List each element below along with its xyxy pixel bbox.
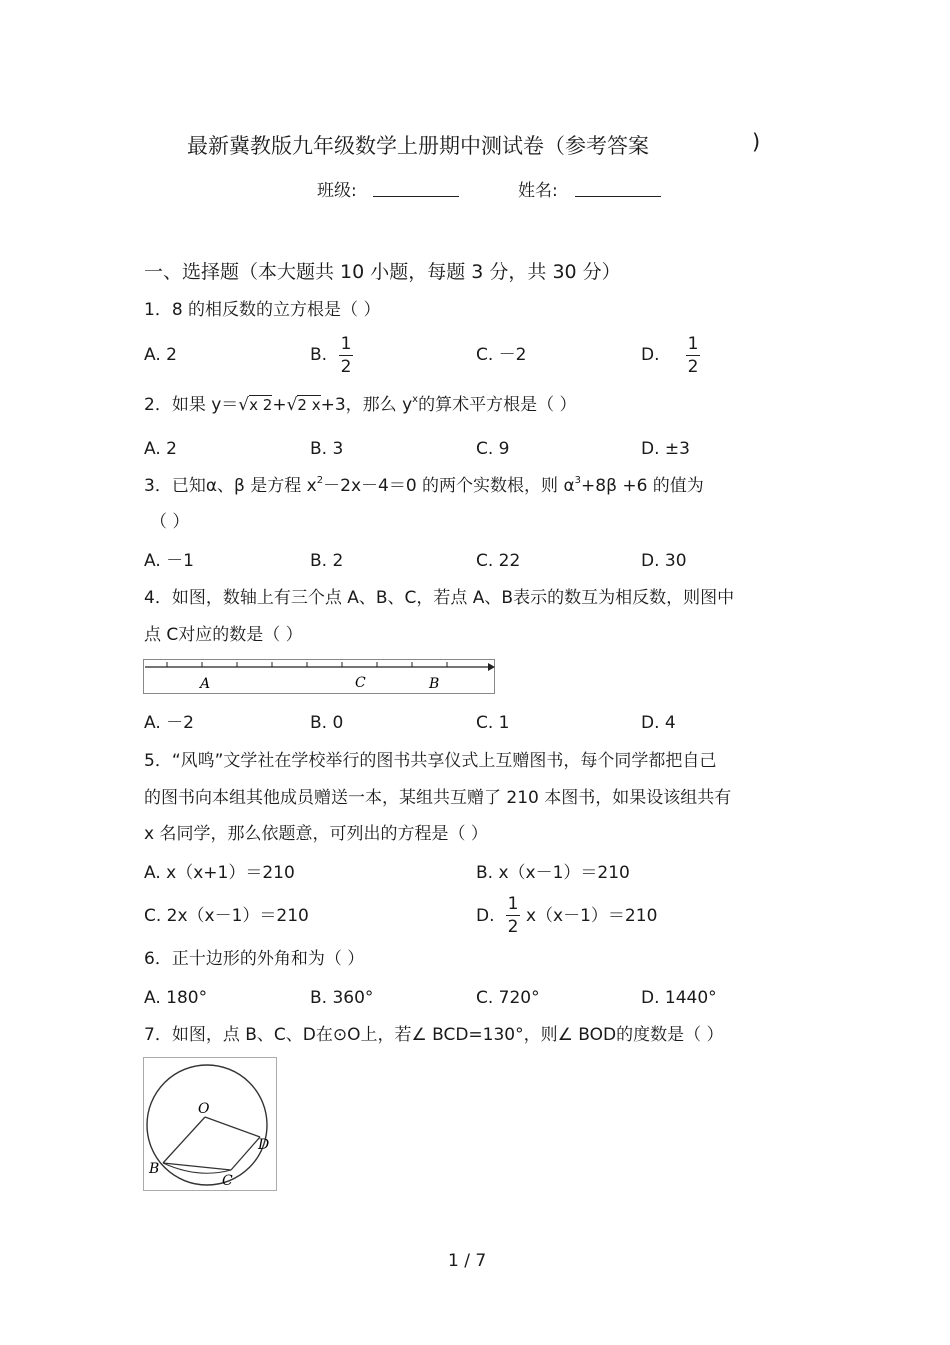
q3-option-b: B. 2 [310, 551, 344, 571]
q4-option-c: C. 1 [476, 713, 510, 733]
point-d-label: D [258, 1137, 270, 1153]
section-heading: 一、选择题（本大题共 10 小题，每题 3 分，共 30 分） [144, 261, 621, 283]
q5-option-a: A. x（x+1）＝210 [144, 863, 295, 883]
q2-superscript: x [412, 394, 419, 405]
q2-plus: + [272, 395, 287, 415]
class-blank-line [373, 196, 459, 197]
point-a-label: A [200, 676, 211, 692]
q6-option-c: C. 720° [476, 988, 540, 1008]
q3-stem-pre: 3．已知α、β 是方程 x [144, 476, 317, 496]
q4-option-d: D. 4 [641, 713, 676, 733]
q3-stem-mid: －2x－4＝0 的两个实数根，则 α [323, 476, 575, 496]
question-3-stem [144, 476, 704, 499]
q1-option-b-fraction [339, 336, 353, 376]
q2-stem-end: 的算术平方根是（ ） [418, 395, 577, 415]
question-6-stem: 6．正十边形的外角和为（ ） [144, 949, 365, 969]
q3-option-a: A. －1 [144, 551, 194, 571]
question-7-stem: 7．如图，点 B、C、D在⊙O上，若∠ BCD=130°，则∠ BOD的度数是（ ） [144, 1025, 724, 1045]
sqrt-icon: √ [286, 395, 298, 415]
fraction-denominator: 2 [687, 357, 699, 377]
q2-radicand-2: 2 x [297, 396, 321, 414]
q1-option-d: D. [641, 345, 660, 365]
fraction-bar [339, 355, 353, 356]
q5-option-d-text: x（x－1）＝210 [526, 906, 658, 926]
q2-radicand-1: x 2 [249, 396, 273, 414]
question-4-line-1: 4．如图，数轴上有三个点 A、B、C，若点 A、B表示的数互为相反数，则图中 [144, 588, 735, 608]
q2-option-a: A. 2 [144, 439, 177, 459]
q3-superscript-2: 3 [574, 475, 582, 486]
name-blank-line [575, 196, 661, 197]
q2-stem-post: +3，那么 y [320, 395, 413, 415]
fraction-numerator: 1 [687, 334, 699, 354]
point-b-label: B [149, 1161, 160, 1177]
figure-frame [144, 1058, 277, 1191]
figure-frame [144, 660, 495, 694]
q2-option-c: C. 9 [476, 439, 510, 459]
point-c-label: C [222, 1173, 233, 1189]
point-o-label: O [198, 1101, 210, 1117]
q1-option-b: B. [310, 345, 328, 365]
page-title: 最新冀教版九年级数学上册期中测试卷（参考答案 [187, 134, 649, 158]
q3-stem-end: +8β +6 的值为 [581, 476, 704, 496]
circle-figure [143, 1057, 277, 1191]
question-5-line-2: 的图书向本组其他成员赠送一本，某组共互赠了 210 本图书，如果设该组共有 [144, 788, 732, 808]
q5-option-b: B. x（x－1）＝210 [476, 863, 630, 883]
q2-option-d: D. ±3 [641, 439, 690, 459]
point-c-label: C [355, 675, 366, 691]
q1-option-d-fraction [686, 336, 700, 376]
title-close-paren: ) [752, 130, 761, 154]
sqrt-icon: √ [238, 395, 250, 415]
question-4-line-2: 点 C对应的数是（ ） [144, 625, 303, 645]
question-5-line-1: 5．“风鸣”文学社在学校举行的图书共享仪式上互赠图书，每个同学都把自己 [144, 751, 717, 771]
q5-option-d-prefix: D. [476, 906, 495, 926]
fraction-numerator: 1 [507, 894, 519, 914]
q4-option-a: A. －2 [144, 713, 194, 733]
q3-answer-paren: （ ） [150, 512, 190, 532]
q2-option-b: B. 3 [310, 439, 344, 459]
q5-option-d-fraction [506, 896, 520, 936]
fraction-numerator: 1 [340, 334, 352, 354]
q1-option-a: A. 2 [144, 345, 177, 365]
q6-option-a: A. 180° [144, 988, 208, 1008]
page-number: 1 / 7 [448, 1251, 487, 1271]
question-1-stem: 1．8 的相反数的立方根是（ ） [144, 300, 381, 320]
point-b-label: B [429, 676, 440, 692]
fraction-bar [686, 355, 700, 356]
q6-option-b: B. 360° [310, 988, 374, 1008]
q4-option-b: B. 0 [310, 713, 344, 733]
question-2-stem [144, 395, 576, 418]
fraction-denominator: 2 [507, 917, 519, 937]
fraction-bar [506, 915, 520, 916]
class-label: 班级: [317, 181, 357, 201]
fraction-denominator: 2 [340, 357, 352, 377]
q3-option-d: D. 30 [641, 551, 687, 571]
name-label: 姓名: [518, 181, 558, 201]
q1-option-c: C. －2 [476, 345, 527, 365]
q5-option-c: C. 2x（x－1）＝210 [144, 906, 309, 926]
number-line-figure [143, 659, 495, 695]
q3-option-c: C. 22 [476, 551, 521, 571]
question-5-line-3: x 名同学，那么依题意，可列出的方程是（ ） [144, 824, 488, 844]
q3-superscript-1: 2 [316, 475, 324, 486]
q2-stem-pre: 2．如果 y＝ [144, 395, 239, 415]
q6-option-d: D. 1440° [641, 988, 717, 1008]
